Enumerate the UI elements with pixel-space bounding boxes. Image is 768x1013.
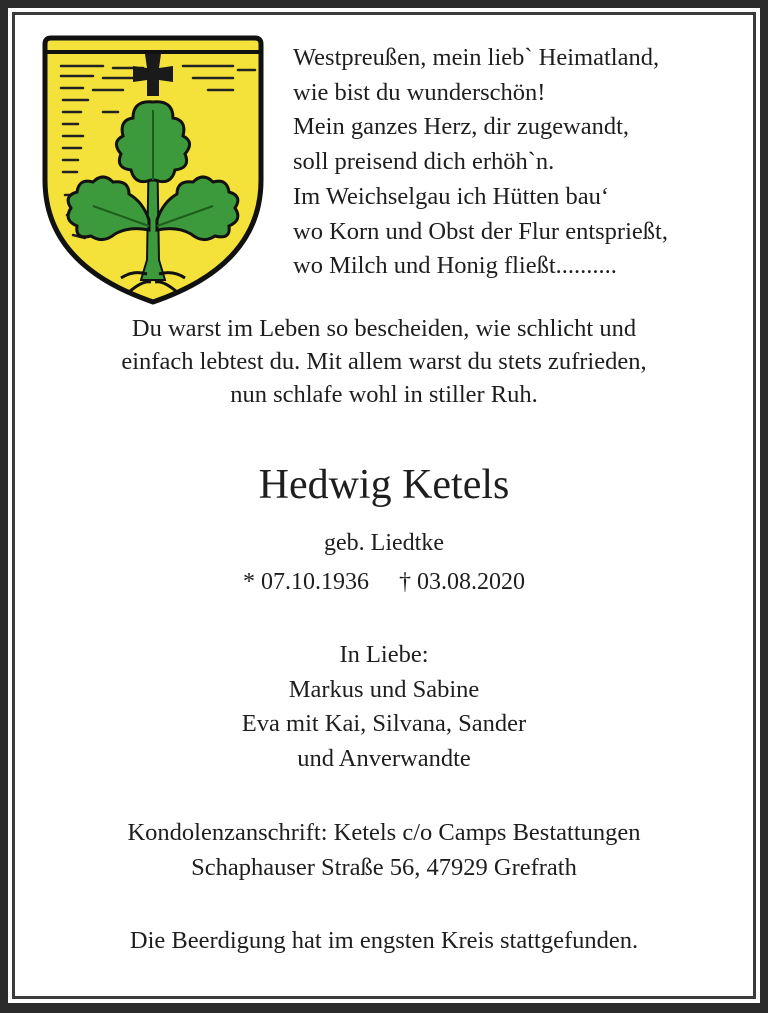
mourner-line: und Anverwandte xyxy=(297,744,471,772)
obituary-notice xyxy=(8,8,760,1003)
condolence-line: Schaphauser Straße 56, 47929 Grefrath xyxy=(191,853,577,881)
condolence-address xyxy=(8,816,760,885)
poem-line: Mein ganzes Herz, dir zugewandt, xyxy=(293,113,630,141)
poem xyxy=(293,41,753,284)
maiden-name: geb. Liedtke xyxy=(324,530,444,556)
deceased-name: Hedwig Ketels xyxy=(258,462,510,508)
mourners-heading: In Liebe: xyxy=(339,641,429,668)
notice-content xyxy=(8,8,760,1003)
verse-line: einfach lebtest du. Mit allem warst du stets zufrieden, xyxy=(121,348,647,375)
birth-date: * 07.10.1936 xyxy=(243,569,369,595)
poem-line: Im Weichselgau ich Hütten bau‘ xyxy=(293,182,609,210)
coat-of-arms-icon xyxy=(33,30,273,308)
poem-line: wie bist du wunderschön! xyxy=(293,78,546,106)
burial-note: Die Beerdigung hat im engsten Kreis stattgefunden. xyxy=(129,927,639,954)
poem-line: wo Korn und Obst der Flur entsprießt, xyxy=(293,217,668,245)
death-date: † 03.08.2020 xyxy=(399,569,525,595)
poem-line: soll preisend dich erhöh`n. xyxy=(293,148,555,176)
poem-line: wo Milch und Honig fließt.......... xyxy=(293,252,617,280)
mourner-line: Markus und Sabine xyxy=(288,675,480,703)
mourners xyxy=(8,638,760,776)
poem-line: Westpreußen, mein lieb` Heimatland, xyxy=(293,44,660,71)
verse-line: nun schlafe wohl in stiller Ruh. xyxy=(230,381,538,408)
life-dates xyxy=(8,567,760,597)
verse-line: Du warst im Leben so bescheiden, wie schlicht und xyxy=(131,315,637,342)
condolence-line: Kondolenzanschrift: Ketels c/o Camps Bestattungen xyxy=(127,819,641,846)
memorial-verse xyxy=(8,312,760,411)
mourner-line: Eva mit Kai, Silvana, Sander xyxy=(241,710,527,737)
